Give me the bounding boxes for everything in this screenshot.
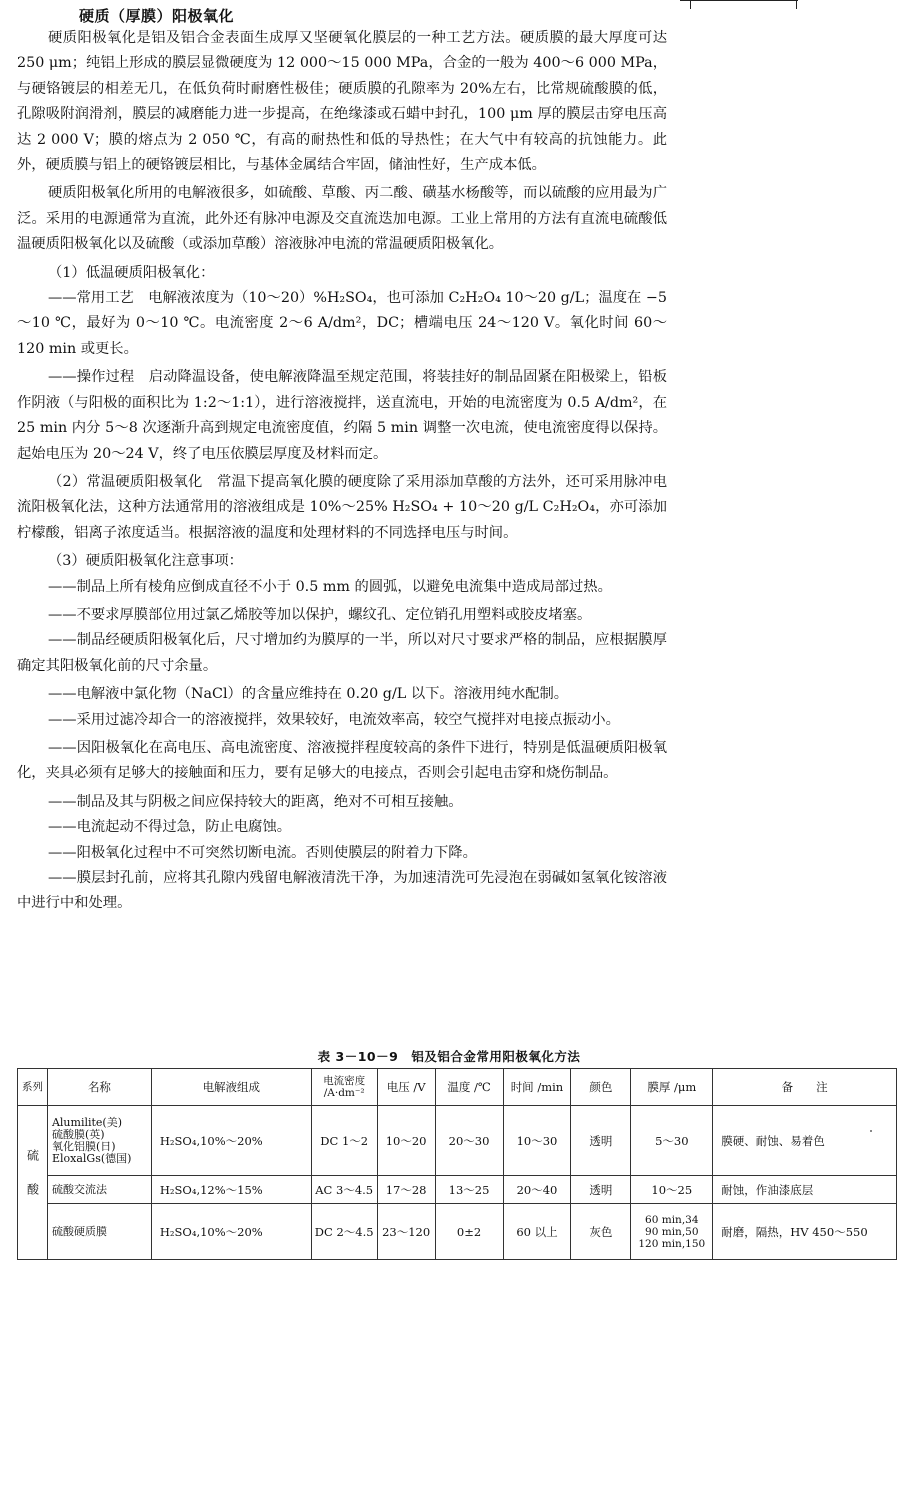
voltage-cell: 17～28 bbox=[377, 1176, 435, 1204]
header-cell: 电解液组成 bbox=[151, 1069, 311, 1106]
paragraph: ——制品上所有棱角应倒成直径不小于 0.5 mm 的圆弧，以避免电流集中造成局部过热。 bbox=[48, 578, 612, 595]
paragraph: ——电解液中氯化物（NaCl）的含量应维持在 0.20 g/L 以下。溶液用纯水配制。 bbox=[48, 686, 569, 703]
voltage-cell: 10～20 bbox=[377, 1106, 435, 1176]
table-caption: 表 3－10－9 铝及铝合金常用阳极氧化方法 bbox=[317, 1049, 581, 1064]
paragraph: （2）常温硬质阳极氧化 常温下提高氧化膜的硬度除了采用添加草酸的方法外，还可采用脉冲电流阳极氧化法，这种方法通常用的溶液组成是 10%～25% H₂SO₄ + 10～20 g/L C₂H₂O₄，亦可添加柠檬酸，铝离子浓度适当。根据溶液的温度和处理材料的不同选择电压与时间。 bbox=[17, 473, 667, 541]
time-cell: 60 以上 bbox=[503, 1204, 571, 1260]
header-cell: 备 注 bbox=[713, 1069, 897, 1106]
electrolyte-cell: H₂SO₄,12%～15% bbox=[151, 1176, 311, 1204]
note-cell: 耐蚀，作油漆底层 bbox=[713, 1176, 897, 1204]
time-cell: 10～30 bbox=[503, 1106, 571, 1176]
thickness-cell: 10～25 bbox=[631, 1176, 713, 1204]
header-cell: 名称 bbox=[47, 1069, 151, 1106]
table-row bbox=[18, 1176, 897, 1204]
series-cell: 硫酸 bbox=[18, 1106, 48, 1260]
paragraph: ——电流起动不得过急，防止电腐蚀。 bbox=[48, 819, 292, 836]
paragraph: 硬质阳极氧化所用的电解液很多，如硫酸、草酸、丙二酸、磺基水杨酸等，而以硫酸的应用最为广泛。采用的电源通常为直流，此外还有脉冲电源及交直流迭加电源。工业上常用的方法有直流电硫酸低温硬质阳极氧化以及硫酸（或添加草酸）溶液脉冲电流的常温硬质阳极氧化。 bbox=[17, 185, 667, 253]
page-corner-rule bbox=[680, 0, 798, 3]
section-heading: 硬质（厚膜）阳极氧化 bbox=[79, 7, 235, 25]
paragraph: ——因阳极氧化在高电压、高电流密度、溶液搅拌程度较高的条件下进行，特别是低温硬质阳极氧化，夹具必须有足够大的接触面和压力，要有足够大的电接点，否则会引起电击穿和烧伤制品。 bbox=[17, 739, 667, 782]
table-header-row bbox=[18, 1069, 897, 1106]
current-cell: AC 3～4.5 bbox=[311, 1176, 377, 1204]
header-cell: 电流密度 /A·dm⁻² bbox=[311, 1069, 377, 1106]
paragraph: （3）硬质阳极氧化注意事项： bbox=[48, 553, 243, 570]
paragraph: ——阳极氧化过程中不可突然切断电流。否则使膜层的附着力下降。 bbox=[48, 844, 477, 861]
header-cell: 颜色 bbox=[571, 1069, 631, 1106]
scan-speck bbox=[870, 1130, 872, 1132]
current-cell: DC 2～4.5 bbox=[311, 1204, 377, 1260]
header-cell: 膜厚 /μm bbox=[631, 1069, 713, 1106]
name-cell: 硫酸硬质膜 bbox=[47, 1204, 151, 1260]
page-corner-tick bbox=[796, 0, 797, 9]
electrolyte-cell: H₂SO₄,10%～20% bbox=[151, 1204, 311, 1260]
thickness-cell: 5～30 bbox=[631, 1106, 713, 1176]
temperature-cell: 13～25 bbox=[435, 1176, 503, 1204]
paragraph: ——常用工艺 电解液浓度为（10～20）%H₂SO₄，也可添加 C₂H₂O₄ 10～20 g/L；温度在 −5～10 ℃，最好为 0～10 ℃。电流密度 2～6 A/dm²，DC；槽端电压 24～120 V。氧化时间 60～120 min 或更长。 bbox=[17, 290, 667, 357]
paragraph: ——膜层封孔前，应将其孔隙内残留电解液清洗干净，为加速清洗可先浸泡在弱碱如氢氧化铵溶液中进行中和处理。 bbox=[17, 870, 667, 912]
note-cell: 膜硬、耐蚀、易着色 bbox=[713, 1106, 897, 1176]
paragraph: 硬质阳极氧化是铝及铝合金表面生成厚又坚硬氧化膜层的一种工艺方法。硬质膜的最大厚度可达 250 μm；纯铝上形成的膜层显微硬度为 12 000～15 000 MPa，合金的一般为 400～6 000 MPa，与硬铬镀层的相差无几，在低负荷时耐磨性极佳；硬质膜的孔隙率为 20%左右，比常规硫酸膜的低，孔隙吸附润滑剂，膜层的减磨能力进一步提高，在绝缘漆或石蜡中封孔，100 μm 厚的膜层击穿电压高达 2 000 V；膜的熔点为 2 050 ℃，有高的耐热性和低的导热性；在大气中有较高的抗蚀能力。此外，硬质膜与铝上的硬铬镀层相比，与基体金属结合牢固，储油性好，生产成本低。 bbox=[17, 30, 667, 174]
header-cell: 系列 bbox=[18, 1069, 48, 1106]
note-cell: 耐磨，隔热，HV 450～550 bbox=[713, 1204, 897, 1260]
paragraph: （1）低温硬质阳极氧化： bbox=[48, 264, 215, 281]
paragraph: ——采用过滤冷却合一的溶液搅拌，效果较好，电流效率高，较空气搅拌对电接点振动小。 bbox=[48, 711, 620, 728]
anodizing-methods-table bbox=[17, 1068, 897, 1260]
name-cell: Alumilite(美) 硫酸膜(英) 氧化铝膜(日) EloxalGs(德国) bbox=[47, 1106, 151, 1176]
header-cell: 电压 /V bbox=[377, 1069, 435, 1106]
body-text bbox=[17, 6, 667, 917]
paragraph: ——不要求厚膜部位用过氯乙烯胶等加以保护，螺纹孔、定位销孔用塑料或胶皮堵塞。 bbox=[48, 606, 592, 623]
table-row bbox=[18, 1106, 897, 1176]
page-corner-tick bbox=[690, 0, 691, 9]
paragraph: ——制品及其与阴极之间应保持较大的距离，绝对不可相互接触。 bbox=[48, 793, 463, 810]
thickness-cell: 60 min,34 90 min,50 120 min,150 bbox=[631, 1204, 713, 1260]
table-row bbox=[18, 1204, 897, 1260]
color-cell: 灰色 bbox=[571, 1204, 631, 1260]
paragraph: ——操作过程 启动降温设备，使电解液降温至规定范围，将装挂好的制品固紧在阳极梁上，铅板作阴液（与阳极的面积比为 1:2～1:1），进行溶液搅拌，送直流电，开始的电流密度为 0.5 A/dm²，在 25 min 内分 5～8 次逐渐升高到规定电流密度值，约隔 5 min 调整一次电流，使电流密度得以保持。起始电压为 20～24 V，终了电压依膜层厚度及材料而定。 bbox=[17, 369, 667, 462]
name-cell: 硫酸交流法 bbox=[47, 1176, 151, 1204]
electrolyte-cell: H₂SO₄,10%～20% bbox=[151, 1106, 311, 1176]
current-cell: DC 1～2 bbox=[311, 1106, 377, 1176]
time-cell: 20～40 bbox=[503, 1176, 571, 1204]
header-cell: 温度 /℃ bbox=[435, 1069, 503, 1106]
temperature-cell: 20～30 bbox=[435, 1106, 503, 1176]
header-cell: 时间 /min bbox=[503, 1069, 571, 1106]
color-cell: 透明 bbox=[571, 1176, 631, 1204]
color-cell: 透明 bbox=[571, 1106, 631, 1176]
temperature-cell: 0±2 bbox=[435, 1204, 503, 1260]
paragraph: ——制品经硬质阳极氧化后，尺寸增加约为膜厚的一半，所以对尺寸要求严格的制品，应根据膜厚确定其阳极氧化前的尺寸余量。 bbox=[17, 632, 667, 674]
voltage-cell: 23～120 bbox=[377, 1204, 435, 1260]
